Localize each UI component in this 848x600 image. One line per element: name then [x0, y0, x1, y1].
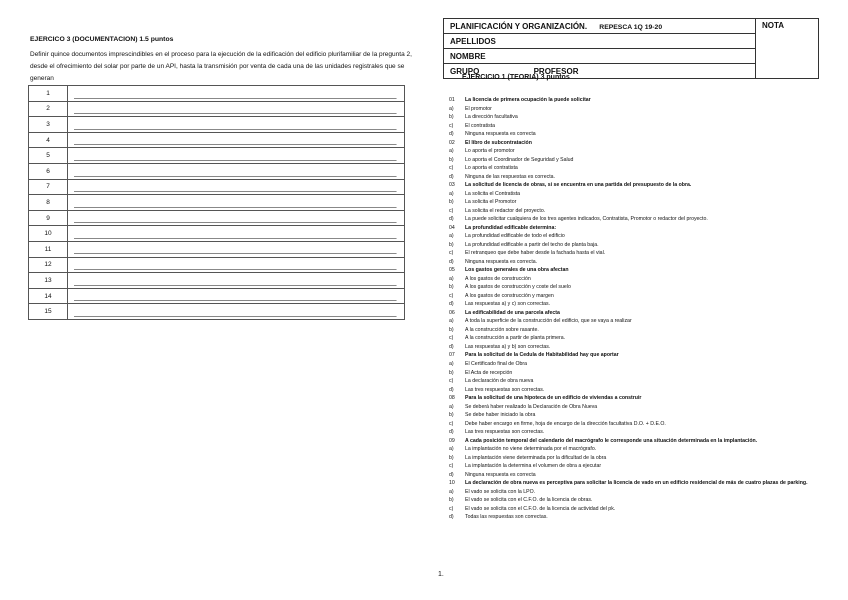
answer-option[interactable] [449, 326, 834, 335]
row-number: 8 [29, 195, 68, 211]
surname-field[interactable] [444, 34, 756, 49]
option-text: El contratista [465, 122, 495, 129]
option-text: La puede solicitar cualquiera de los tres agentes indicados, Contratista, Promotor o redactor del proyecto. [465, 216, 708, 223]
option-letter: d) [449, 173, 454, 180]
table-row [29, 304, 405, 320]
answer-option[interactable] [449, 420, 834, 429]
answer-option[interactable] [449, 411, 834, 420]
question-item [449, 96, 834, 105]
option-letter: d) [449, 301, 454, 308]
answer-blank[interactable] [68, 101, 405, 117]
question-item [449, 224, 834, 233]
table-row [29, 163, 405, 179]
option-letter: b) [449, 156, 454, 163]
table-row [29, 148, 405, 164]
option-text: Las respuestas a) y b) son correctas. [465, 343, 551, 350]
answer-blank[interactable] [68, 179, 405, 195]
question-number: 06 [449, 309, 455, 316]
answer-option[interactable] [449, 343, 834, 352]
question-list [449, 96, 834, 522]
option-text: A la construcción a partir de planta primera. [465, 335, 566, 342]
question-number: 05 [449, 267, 455, 274]
option-text: La dirección facultativa [465, 114, 518, 121]
option-letter: c) [449, 250, 454, 257]
question-item [449, 479, 834, 488]
option-letter: b) [449, 369, 454, 376]
option-letter: b) [449, 114, 454, 121]
question-item [449, 309, 834, 318]
option-text: La declaración de obra nueva [465, 378, 534, 385]
option-letter: d) [449, 471, 454, 478]
answer-option[interactable] [449, 513, 834, 522]
option-letter: c) [449, 165, 454, 172]
answer-option[interactable] [449, 445, 834, 454]
answer-option[interactable] [449, 454, 834, 463]
option-text: La solicita el Promotor [465, 199, 517, 206]
option-letter: b) [449, 412, 454, 419]
row-number: 13 [29, 273, 68, 289]
answer-blank[interactable] [68, 148, 405, 164]
row-number: 1 [29, 86, 68, 102]
answer-option[interactable] [449, 198, 834, 207]
answer-option[interactable] [449, 496, 834, 505]
table-row [29, 86, 405, 102]
option-letter: d) [449, 131, 454, 138]
option-text: Todas las respuestas son correctas. [465, 514, 548, 521]
option-text: Debe haber encargo en firme, hoja de encargo de la dirección facultativa D.O. + D.E.O. [465, 420, 666, 427]
answer-option[interactable] [449, 156, 834, 165]
answer-blank[interactable] [68, 210, 405, 226]
option-letter: d) [449, 258, 454, 265]
option-text: Ninguna respuesta es correcta [465, 471, 536, 478]
question-number: 10 [449, 480, 455, 487]
option-text: El promotor [465, 105, 492, 112]
option-text: El vado se solicita con el C.F.O. de la licencia de actividad del pk. [465, 505, 616, 512]
option-letter: a) [449, 148, 454, 155]
answer-option[interactable] [449, 471, 834, 480]
answer-blank[interactable] [68, 132, 405, 148]
name-field[interactable] [444, 49, 756, 64]
answer-blank[interactable] [68, 304, 405, 320]
row-number: 14 [29, 288, 68, 304]
option-text: Ninguna de las respuestas es correcta. [465, 173, 555, 180]
option-letter: c) [449, 463, 454, 470]
option-letter: a) [449, 190, 454, 197]
question-text: La licencia de primera ocupación la puede solicitar [465, 97, 591, 103]
exercise1-title: EJERCICIO 1 (TEORIA) 3 puntos [462, 74, 570, 81]
table-row [29, 101, 405, 117]
option-letter: b) [449, 199, 454, 206]
option-letter: c) [449, 207, 454, 214]
question-item [449, 139, 834, 148]
option-letter: b) [449, 497, 454, 504]
group-label: GRUPO [450, 66, 480, 76]
answer-option[interactable] [449, 360, 834, 369]
option-text: El Certificado final de Obra [465, 360, 527, 367]
question-number: 03 [449, 182, 455, 189]
exam-header [443, 18, 819, 79]
option-text: A la construcción sobre rasante. [465, 326, 539, 333]
answer-option[interactable] [449, 334, 834, 343]
answer-blank[interactable] [68, 163, 405, 179]
table-row [29, 273, 405, 289]
option-text: Se deberá haber realizado la Declaración de Obra Nueva [465, 403, 598, 410]
row-number: 12 [29, 257, 68, 273]
question-text: La declaración de obra nueva es perceptiva para solicitar la licencia de vado en un edificio residencial de más de cuatro plazas de parking. [465, 480, 808, 487]
row-number: 7 [29, 179, 68, 195]
answer-option[interactable] [449, 190, 834, 199]
question-number: 04 [449, 224, 455, 231]
question-number: 07 [449, 352, 455, 359]
page-number: 1. [438, 571, 444, 578]
option-text: A los gastos de construcción y margen [465, 292, 554, 299]
exam-title-cell [444, 19, 756, 34]
answer-option[interactable] [449, 462, 834, 471]
table-row [29, 288, 405, 304]
option-letter: d) [449, 429, 454, 436]
table-row [29, 241, 405, 257]
option-text: Ninguna respuesta es correcta. [465, 258, 538, 265]
question-text: El libro de subcontratación [465, 139, 532, 146]
answer-option[interactable] [449, 377, 834, 386]
surname-label: APELLIDOS [450, 36, 496, 46]
answer-option[interactable] [449, 258, 834, 267]
table-row [29, 257, 405, 273]
answer-blank[interactable] [68, 273, 405, 289]
option-letter: a) [449, 233, 454, 240]
table-row [29, 117, 405, 133]
option-letter: a) [449, 488, 454, 495]
row-number: 2 [29, 101, 68, 117]
option-letter: d) [449, 216, 454, 223]
answer-option[interactable] [449, 292, 834, 301]
option-letter: a) [449, 105, 454, 112]
question-text: La profundidad edificable determina: [465, 224, 557, 231]
answer-option[interactable] [449, 164, 834, 173]
option-text: Lo aporta el promotor [465, 148, 515, 155]
exercise3-title: EJERCICO 3 (DOCUMENTACION) 1.5 puntos [30, 36, 174, 43]
grade-label: NOTA [762, 21, 785, 30]
table-row [29, 210, 405, 226]
row-number: 10 [29, 226, 68, 242]
option-letter: b) [449, 241, 454, 248]
option-text: Se debe haber iniciado la obra [465, 412, 536, 419]
option-text: La profundidad edificable a partir del techo de planta baja. [465, 241, 599, 248]
option-text: La solicita el Contratista [465, 190, 521, 197]
answer-blank[interactable] [68, 257, 405, 273]
table-row [29, 132, 405, 148]
table-row [29, 179, 405, 195]
answer-blank[interactable] [68, 195, 405, 211]
question-number: 02 [449, 139, 455, 146]
question-text: La solicitud de licencia de obras, si se encuentra en una partida del presupuesto de la obra. [465, 182, 692, 189]
answer-option[interactable] [449, 122, 834, 131]
answer-option[interactable] [449, 300, 834, 309]
option-letter: a) [449, 275, 454, 282]
answer-option[interactable] [449, 403, 834, 412]
option-text: Las respuestas a) y c) son correctas. [465, 301, 551, 308]
answer-option[interactable] [449, 173, 834, 182]
question-text: Para la solicitud de la Cedula de Habitabilidad hay que aportar [465, 352, 619, 359]
answer-option[interactable] [449, 105, 834, 114]
table-row [29, 226, 405, 242]
row-number: 11 [29, 241, 68, 257]
option-letter: a) [449, 446, 454, 453]
answer-blank[interactable] [68, 288, 405, 304]
option-text: La solicita el redactor del proyecto. [465, 207, 546, 214]
option-text: A los gastos de construcción [465, 275, 531, 282]
question-text: A cada posición temporal del calendario del macrógrafo le corresponde una situación determinada en la implantación. [465, 437, 758, 444]
answer-option[interactable] [449, 505, 834, 514]
option-letter: c) [449, 335, 454, 342]
option-text: Lo aporta el contratista [465, 165, 518, 172]
exam-subtitle: REPESCA 1Q 19-20 [599, 23, 663, 31]
option-letter: c) [449, 420, 454, 427]
question-text: Los gastos generales de una obra afectan [465, 267, 569, 274]
answer-option[interactable] [449, 428, 834, 437]
option-letter: b) [449, 454, 454, 461]
answer-option[interactable] [449, 241, 834, 250]
option-letter: d) [449, 514, 454, 521]
table-row [29, 195, 405, 211]
answer-option[interactable] [449, 147, 834, 156]
option-letter: c) [449, 122, 454, 129]
option-text: Las tres respuestas son correctas. [465, 386, 545, 393]
question-item [449, 437, 834, 446]
answer-option[interactable] [449, 207, 834, 216]
question-item [449, 394, 834, 403]
answer-option[interactable] [449, 488, 834, 497]
answer-option[interactable] [449, 369, 834, 378]
option-letter: c) [449, 505, 454, 512]
option-letter: a) [449, 403, 454, 410]
option-text: El retranqueo que debe haber desde la fachada hasta el vial. [465, 250, 606, 257]
option-text: Lo aporta el Coordinador de Seguridad y Salud [465, 156, 574, 163]
option-text: El vado se solicita con el C.F.O. de la licencia de obras. [465, 497, 593, 504]
row-number: 5 [29, 148, 68, 164]
option-text: El vado se solicita con la LPO. [465, 488, 536, 495]
option-text: A los gastos de construcción y coste del suelo [465, 284, 571, 291]
option-text: Las tres respuestas son correctas. [465, 429, 545, 436]
option-letter: a) [449, 360, 454, 367]
row-number: 15 [29, 304, 68, 320]
answer-option[interactable] [449, 275, 834, 284]
answer-option[interactable] [449, 317, 834, 326]
answer-blank[interactable] [68, 226, 405, 242]
teacher-label: PROFESOR [533, 66, 579, 76]
row-number: 3 [29, 117, 68, 133]
question-text: La edificabilidad de una parcela afecta [465, 309, 560, 316]
answer-option[interactable] [449, 113, 834, 122]
answer-blank[interactable] [68, 241, 405, 257]
answer-option[interactable] [449, 232, 834, 241]
option-text: La implantación no viene determinada por el macrógrafo. [465, 446, 597, 453]
row-number: 9 [29, 210, 68, 226]
question-item [449, 181, 834, 190]
answer-option[interactable] [449, 249, 834, 258]
name-label: NOMBRE [450, 51, 486, 61]
option-letter: c) [449, 292, 454, 299]
option-text: La implantación viene determinada por la dificultad de la obra [465, 454, 607, 461]
answer-option[interactable] [449, 386, 834, 395]
option-letter: d) [449, 343, 454, 350]
answer-blank[interactable] [68, 117, 405, 133]
question-item [449, 351, 834, 360]
documents-table [28, 85, 405, 320]
question-number: 08 [449, 395, 455, 402]
option-text: A toda la superficie de la construcción del edificio, que se vaya a realizar [465, 318, 632, 325]
row-number: 4 [29, 132, 68, 148]
option-letter: b) [449, 284, 454, 291]
exercise3-description: Definir quince documentos imprescindibles en el proceso para la ejecución de la edificación del edificio plurifamiliar de la pregunta 2, desde el ofrecimiento del solar por parte de un API, hasta la transmisión por venta de cada una de las unidades registrales que se generan [30, 51, 412, 82]
question-text: Para la solicitud de una hipoteca de un edificio de viviendas a construir [465, 395, 642, 402]
answer-option[interactable] [449, 215, 834, 224]
option-text: La implantación la determina el volumen de obra a ejecutar [465, 463, 602, 470]
option-letter: b) [449, 326, 454, 333]
option-letter: c) [449, 378, 454, 385]
option-letter: d) [449, 386, 454, 393]
answer-option[interactable] [449, 283, 834, 292]
answer-option[interactable] [449, 130, 834, 139]
option-text: La profundidad edificable de todo el edificio [465, 233, 565, 240]
option-text: Ninguna respuesta es correcta [465, 131, 536, 138]
question-item [449, 266, 834, 275]
grade-box [756, 19, 819, 79]
question-number: 09 [449, 437, 455, 444]
option-text: El Acta de recepción [465, 369, 513, 376]
option-letter: a) [449, 318, 454, 325]
answer-blank[interactable] [68, 86, 405, 102]
row-number: 6 [29, 163, 68, 179]
exam-title: PLANIFICACIÓN Y ORGANIZACIÓN. [450, 21, 588, 31]
question-number: 01 [449, 97, 455, 103]
